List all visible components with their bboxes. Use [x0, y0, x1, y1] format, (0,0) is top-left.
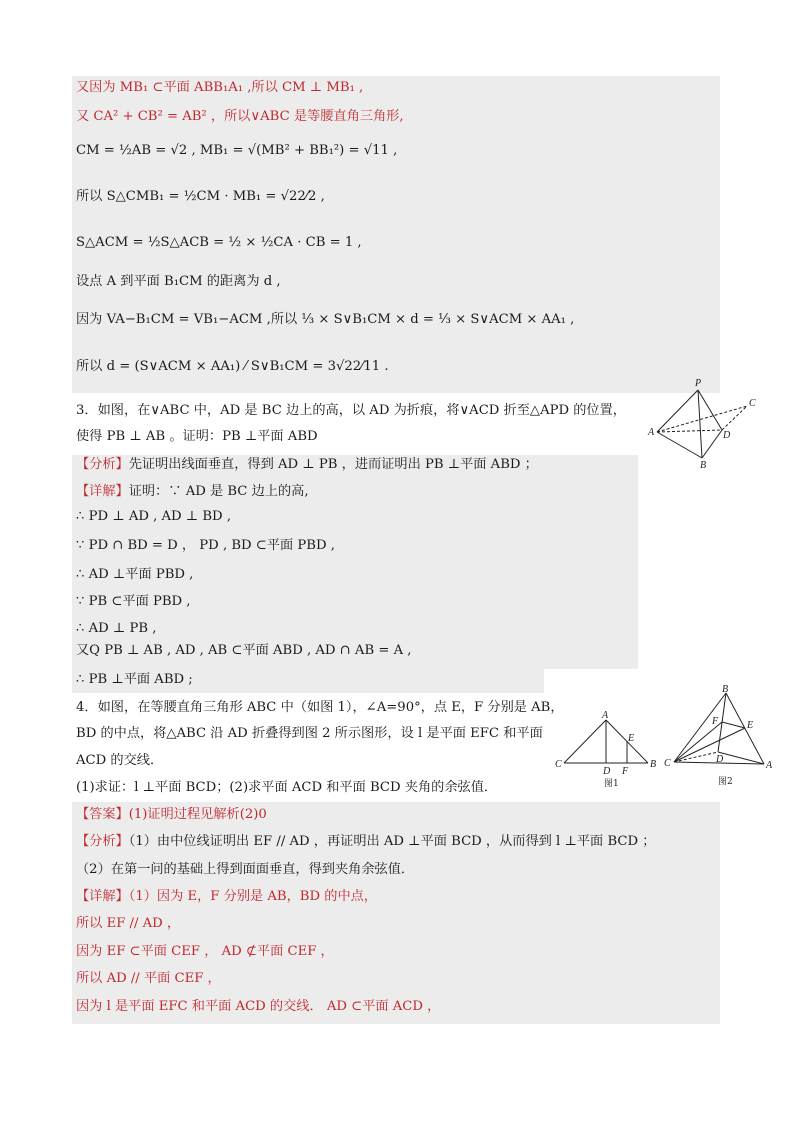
label-F: F: [622, 766, 629, 777]
detail-line: [76, 482, 309, 502]
proof-line: ∵ PB ⊂平面 PBD ,: [76, 594, 191, 609]
answer-text: (1)证明过程见解析(2)0: [128, 807, 267, 822]
label-C: C: [749, 398, 756, 409]
figure-caption: 图2: [718, 777, 733, 787]
question-4-text: 4．如图，在等腰直角三角形 ABC 中（如图 1），∠A=90°，点 E，F 分别是 AB，: [76, 700, 564, 715]
proof-line: 所以 AD // 平面 CEF ，: [76, 971, 221, 986]
label-E: E: [628, 733, 635, 744]
detail-text: （1）因为 E，F 分别是 AB，BD 的中点，: [128, 889, 377, 904]
label-A: A: [648, 427, 655, 438]
analysis-line: [76, 455, 538, 475]
detail-line: [76, 887, 377, 907]
label-A: A: [602, 710, 609, 721]
label-C: C: [555, 759, 562, 770]
analysis-tag: 【分析】: [76, 834, 129, 849]
label-E: E: [747, 720, 754, 731]
figure-caption: 图1: [604, 779, 619, 789]
answer-tag: 【答案】: [76, 807, 129, 822]
text-line: CM = ½AB = √2 , MB₁ = √(MB² + BB₁²) = √11 ,: [76, 143, 398, 158]
label-D: D: [723, 430, 731, 441]
analysis-tag: 【分析】: [76, 457, 129, 472]
label-D: D: [716, 754, 724, 765]
figure-2-question-4: [660, 684, 778, 790]
proof-line: ∴ PB ⊥平面 ABD ;: [76, 672, 193, 687]
label-P: P: [695, 378, 702, 389]
figure-1-question-4: [550, 708, 660, 790]
label-B: B: [650, 759, 657, 770]
analysis-text: （1）由中位线证明出 EF // AD ，再证明出 AD ⊥平面 BCD ，从而得到 l ⊥平面 BCD ；: [128, 834, 656, 849]
detail-tag: 【详解】: [76, 484, 129, 499]
text-line: 设点 A 到平面 B₁CM 的距离为 d ,: [76, 274, 281, 289]
proof-line: 又Q PB ⊥ AB , AD , AB ⊂平面 ABD , AD ∩ AB = A ,: [76, 643, 412, 658]
label-D: D: [603, 766, 611, 777]
label-F: F: [712, 716, 719, 727]
proof-line: ∴ AD ⊥平面 PBD ,: [76, 567, 194, 582]
analysis-text: 先证明出线面垂直，得到 AD ⊥ PB ，进而证明出 PB ⊥平面 ABD ；: [128, 457, 538, 472]
detail-tag: 【详解】: [76, 889, 129, 904]
question-4-text: (1)求证：l ⊥平面 BCD；(2)求平面 ACD 和平面 BCD 夹角的余弦值．: [76, 780, 498, 795]
answer-line: [76, 805, 267, 825]
proof-line: 因为 EF ⊂平面 CEF ， AD ⊄平面 CEF ，: [76, 944, 334, 959]
proof-line: 所以 EF // AD ，: [76, 916, 181, 931]
label-B: B: [722, 684, 729, 695]
analysis-line: （2）在第一问的基础上得到面面垂直，得到夹角余弦值．: [76, 862, 415, 877]
proof-line: ∵ PD ∩ BD = D ， PD , BD ⊂平面 PBD ,: [76, 538, 335, 553]
analysis-line: [76, 832, 655, 852]
figure-question-3: [645, 376, 760, 468]
text-line: 又因为 MB₁ ⊂平面 ABB₁A₁ ,所以 CM ⊥ MB₁ ,: [76, 80, 364, 95]
text-line: 又 CA² + CB² = AB² ，所以∨ABC 是等腰直角三角形,: [76, 109, 404, 124]
proof-line: 因为 l 是平面 EFC 和平面 ACD 的交线． AD ⊂平面 ACD ，: [76, 999, 441, 1014]
text-line: S△ACM = ½S△ACB = ½ × ½CA · CB = 1 ,: [76, 235, 362, 250]
text-line: 所以 S△CMB₁ = ½CM · MB₁ = √22⁄2 ,: [76, 189, 325, 204]
label-B: B: [700, 460, 707, 468]
label-C: C: [664, 758, 671, 769]
detail-text: 证明：∵ AD 是 BC 边上的高,: [128, 484, 309, 499]
question-4-text: ACD 的交线．: [76, 753, 164, 768]
text-line: 因为 VA−B₁CM = VB₁−ACM ,所以 ⅓ × S∨B₁CM × d = ⅓ × S∨ACM × AA₁ ,: [76, 312, 575, 327]
question-4-text: BD 的中点，将△ABC 沿 AD 折叠得到图 2 所示图形，设 l 是平面 EFC 和平面: [76, 726, 543, 741]
text-line: 所以 d = (S∨ACM × AA₁) ⁄ S∨B₁CM = 3√22⁄11 .: [76, 359, 389, 374]
proof-line: ∴ PD ⊥ AD , AD ⊥ BD ,: [76, 509, 232, 524]
proof-line: ∴ AD ⊥ PB ,: [76, 621, 157, 636]
question-3-text: 3．如图，在∨ABC 中，AD 是 BC 边上的高，以 AD 为折痕，将∨ACD 折至△APD 的位置，: [76, 403, 626, 418]
question-3-text: 使得 PB ⊥ AB 。证明：PB ⊥平面 ABD: [76, 429, 318, 444]
label-A: A: [766, 760, 773, 771]
